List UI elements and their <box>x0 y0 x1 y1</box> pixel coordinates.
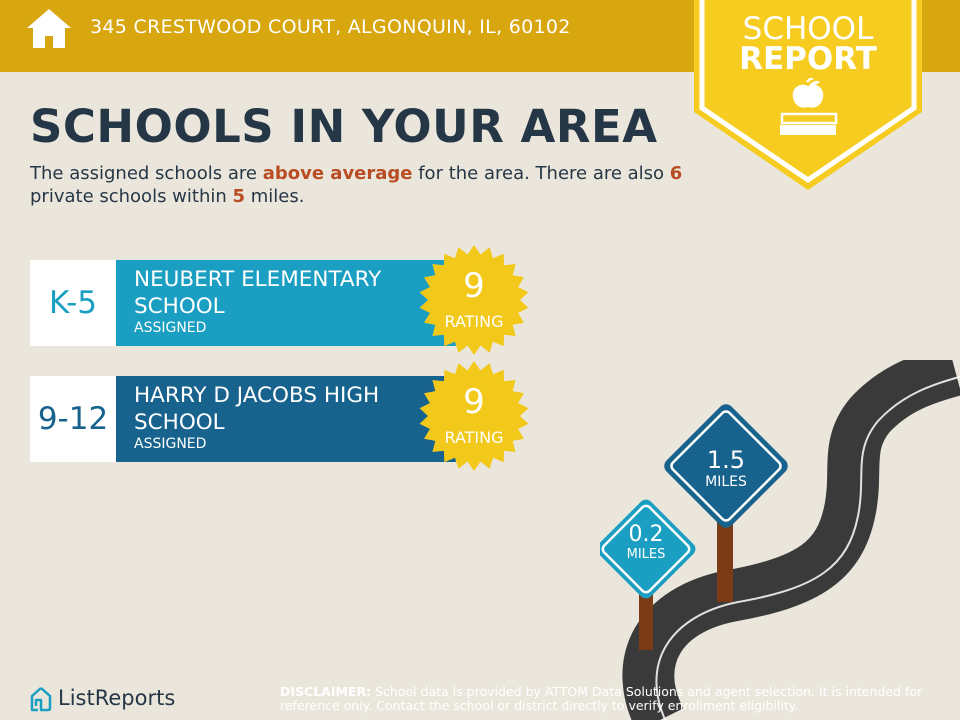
home-icon <box>24 6 74 50</box>
disclaimer-text: School data is provided by ATTOM Data Solutions and agent selection. It is intended for reference only. Contact the school or district directly to verify enrollment eligibility. <box>280 684 923 713</box>
listreports-logo-icon <box>30 686 52 712</box>
school-name-box <box>116 260 456 346</box>
school-name: HARRY D JACOBS HIGH SCHOOL <box>134 383 380 435</box>
logo-text: ListReports <box>58 686 176 710</box>
grade-range: 9-12 <box>30 376 116 462</box>
summary-text: The assigned schools are above average for the area. There are also 6 private schools within 5 miles. <box>30 163 683 207</box>
badge-title-line2: REPORT <box>739 41 877 77</box>
rating-label: RATING <box>444 428 504 447</box>
radius-miles: 5 <box>232 186 246 207</box>
property-address: 345 CRESTWOOD COURT, ALGONQUIN, IL, 60102 <box>90 16 571 38</box>
disclaimer-label: DISCLAIMER: <box>280 684 372 699</box>
school-name-box <box>116 376 456 462</box>
school-name: NEUBERT ELEMENTARY SCHOOL <box>134 267 382 319</box>
school-status: ASSIGNED <box>134 320 207 336</box>
school-card-high <box>30 376 530 464</box>
page-title: SCHOOLS IN YOUR AREA <box>30 100 658 153</box>
grade-range: K-5 <box>30 260 116 346</box>
disclaimer <box>280 685 940 713</box>
school-card-elementary <box>30 260 530 348</box>
sign-distance-value: 1.5 MILES <box>705 446 747 490</box>
school-status: ASSIGNED <box>134 436 207 452</box>
rating-value: 9 <box>463 382 485 422</box>
rating-value: 9 <box>463 266 485 306</box>
rating-label: RATING <box>444 312 504 331</box>
private-school-count: 6 <box>669 163 683 184</box>
badge-title-line1: SCHOOL <box>742 11 874 47</box>
apple-books-icon <box>776 78 840 138</box>
summary-highlight: above average <box>262 163 413 184</box>
sign-distance-value: 0.2 MILES <box>626 522 666 562</box>
